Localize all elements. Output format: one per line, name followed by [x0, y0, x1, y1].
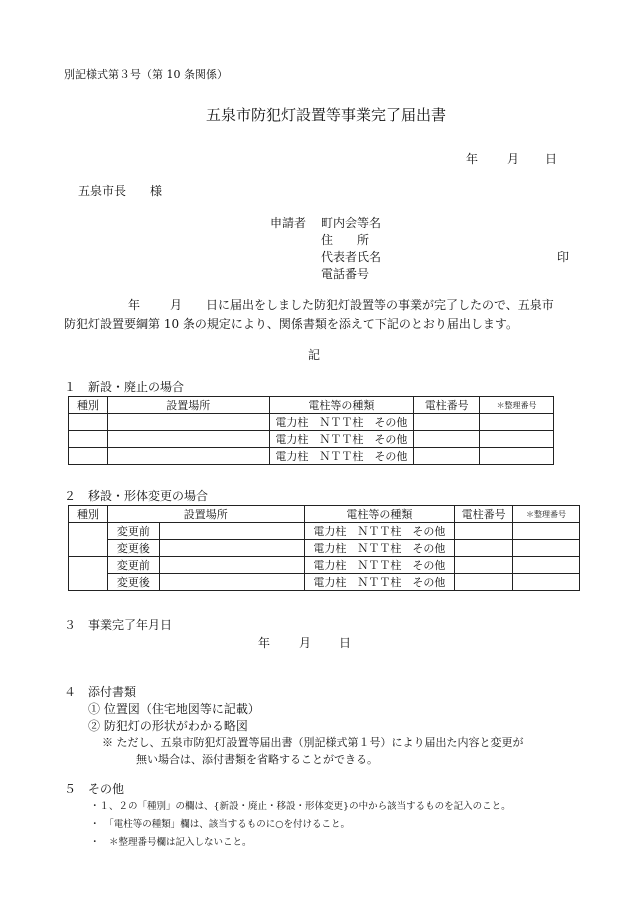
- state-label: 変更後: [107, 540, 159, 557]
- pole-type-cell[interactable]: 電力柱 ＮＴＴ柱 その他: [269, 448, 414, 465]
- body-month: 月: [170, 298, 183, 312]
- col-header-pole-type: 電柱等の種類: [304, 506, 455, 523]
- reference-number-cell: [513, 523, 580, 540]
- state-label: 変更前: [107, 523, 159, 540]
- pole-number-cell[interactable]: [414, 414, 480, 431]
- table-row: [69, 540, 580, 557]
- table-row: [69, 523, 580, 540]
- table-header-row: [69, 506, 580, 523]
- pole-number-cell[interactable]: [414, 431, 480, 448]
- completion-month: 月: [299, 636, 312, 650]
- pole-number-cell[interactable]: [455, 557, 513, 574]
- section2-heading: ２ 移設・形体変更の場合: [64, 489, 209, 503]
- date-year-label: 年: [466, 152, 479, 166]
- section4-heading: ４ 添付書類: [64, 685, 137, 699]
- table-row: [69, 431, 554, 448]
- seal-mark: 印: [557, 250, 570, 264]
- reference-number-cell: [513, 540, 580, 557]
- pole-type-cell[interactable]: 電力柱 ＮＴＴ柱 その他: [304, 574, 455, 591]
- other-note-2: ・ 「電柱等の種類」欄は、該当するものに○を付けること。: [90, 819, 351, 830]
- col-header-type: 種別: [69, 506, 108, 523]
- col-header-location: 設置場所: [107, 397, 269, 414]
- col-header-location: 設置場所: [107, 506, 304, 523]
- pole-type-cell[interactable]: 電力柱 ＮＴＴ柱 その他: [269, 414, 414, 431]
- location-cell[interactable]: [159, 574, 304, 591]
- form-number: 別記様式第３号（第 10 条関係）: [64, 68, 228, 81]
- type-cell[interactable]: [69, 557, 108, 591]
- body-line-2: 防犯灯設置要綱第 10 条の規定により、関係書類を添えて下記のとおり届出します。: [64, 317, 518, 331]
- reference-number-cell: [480, 448, 554, 465]
- pole-number-cell[interactable]: [455, 540, 513, 557]
- addressee: 五泉市長 様: [78, 184, 163, 198]
- ki-label: 記: [308, 348, 321, 362]
- table-row: [69, 557, 580, 574]
- col-header-reference-number: ＊整理番号: [480, 397, 554, 414]
- section3-heading: ３ 事業完了年月日: [64, 618, 173, 632]
- location-cell[interactable]: [159, 557, 304, 574]
- applicant-address-label: 住 所: [321, 233, 370, 247]
- pole-type-cell[interactable]: 電力柱 ＮＴＴ柱 その他: [269, 431, 414, 448]
- state-label: 変更前: [107, 557, 159, 574]
- date-day-label: 日: [545, 152, 558, 166]
- table-row: [69, 414, 554, 431]
- completion-day: 日: [339, 636, 352, 650]
- pole-number-cell[interactable]: [455, 574, 513, 591]
- document-title: 五泉市防犯灯設置等事業完了届出書: [206, 106, 447, 124]
- reference-number-cell: [480, 414, 554, 431]
- attachment-item-2: ② 防犯灯の形状がわかる略図: [88, 719, 248, 733]
- col-header-pole-number: 電柱番号: [414, 397, 480, 414]
- location-cell[interactable]: [159, 523, 304, 540]
- reference-number-cell: [480, 431, 554, 448]
- completion-year: 年: [258, 636, 271, 650]
- pole-type-cell[interactable]: 電力柱 ＮＴＴ柱 その他: [304, 523, 455, 540]
- type-cell[interactable]: [69, 431, 108, 448]
- relocation-change-table: [68, 505, 580, 591]
- location-cell[interactable]: [107, 448, 269, 465]
- attachment-note-line-2: 無い場合は、添付書類を省略することができる。: [136, 753, 378, 766]
- pole-number-cell[interactable]: [414, 448, 480, 465]
- attachment-note-line-1: ※ ただし、五泉市防犯灯設置等届出書（別記様式第１号）により届出た内容と変更が: [102, 736, 524, 749]
- type-cell[interactable]: [69, 523, 108, 557]
- table-row: [69, 448, 554, 465]
- col-header-pole-type: 電柱等の種類: [269, 397, 414, 414]
- reference-number-cell: [513, 557, 580, 574]
- location-cell[interactable]: [159, 540, 304, 557]
- applicant-representative-label: 代表者氏名: [321, 250, 382, 264]
- reference-number-cell: [513, 574, 580, 591]
- body-year: 年: [128, 298, 141, 312]
- location-cell[interactable]: [107, 431, 269, 448]
- section5-heading: ５ その他: [64, 782, 125, 796]
- date-month-label: 月: [507, 152, 520, 166]
- state-label: 変更後: [107, 574, 159, 591]
- new-abolish-table: [68, 396, 554, 465]
- applicant-label: 申請者: [270, 216, 307, 230]
- location-cell[interactable]: [107, 414, 269, 431]
- pole-type-cell[interactable]: 電力柱 ＮＴＴ柱 その他: [304, 540, 455, 557]
- attachment-item-1: ① 位置図（住宅地図等に記載）: [88, 702, 260, 716]
- table-header-row: [69, 397, 554, 414]
- pole-number-cell[interactable]: [455, 523, 513, 540]
- col-header-type: 種別: [69, 397, 108, 414]
- body-line-1: 日に届出をしました防犯灯設置等の事業が完了したので、五泉市: [206, 298, 554, 312]
- type-cell[interactable]: [69, 414, 108, 431]
- type-cell[interactable]: [69, 448, 108, 465]
- pole-type-cell[interactable]: 電力柱 ＮＴＴ柱 その他: [304, 557, 455, 574]
- applicant-phone-label: 電話番号: [321, 267, 370, 281]
- other-note-3: ・ ＊整理番号欄は記入しないこと。: [90, 837, 252, 848]
- col-header-reference-number: ＊整理番号: [513, 506, 580, 523]
- other-note-1: ・１、２の「種別」の欄は、{新設・廃止・移設・形体変更}の中から該当するものを記入のこと。: [90, 801, 511, 812]
- section1-heading: １ 新設・廃止の場合: [64, 380, 185, 394]
- table-row: [69, 574, 580, 591]
- col-header-pole-number: 電柱番号: [455, 506, 513, 523]
- applicant-org-label: 町内会等名: [321, 216, 382, 230]
